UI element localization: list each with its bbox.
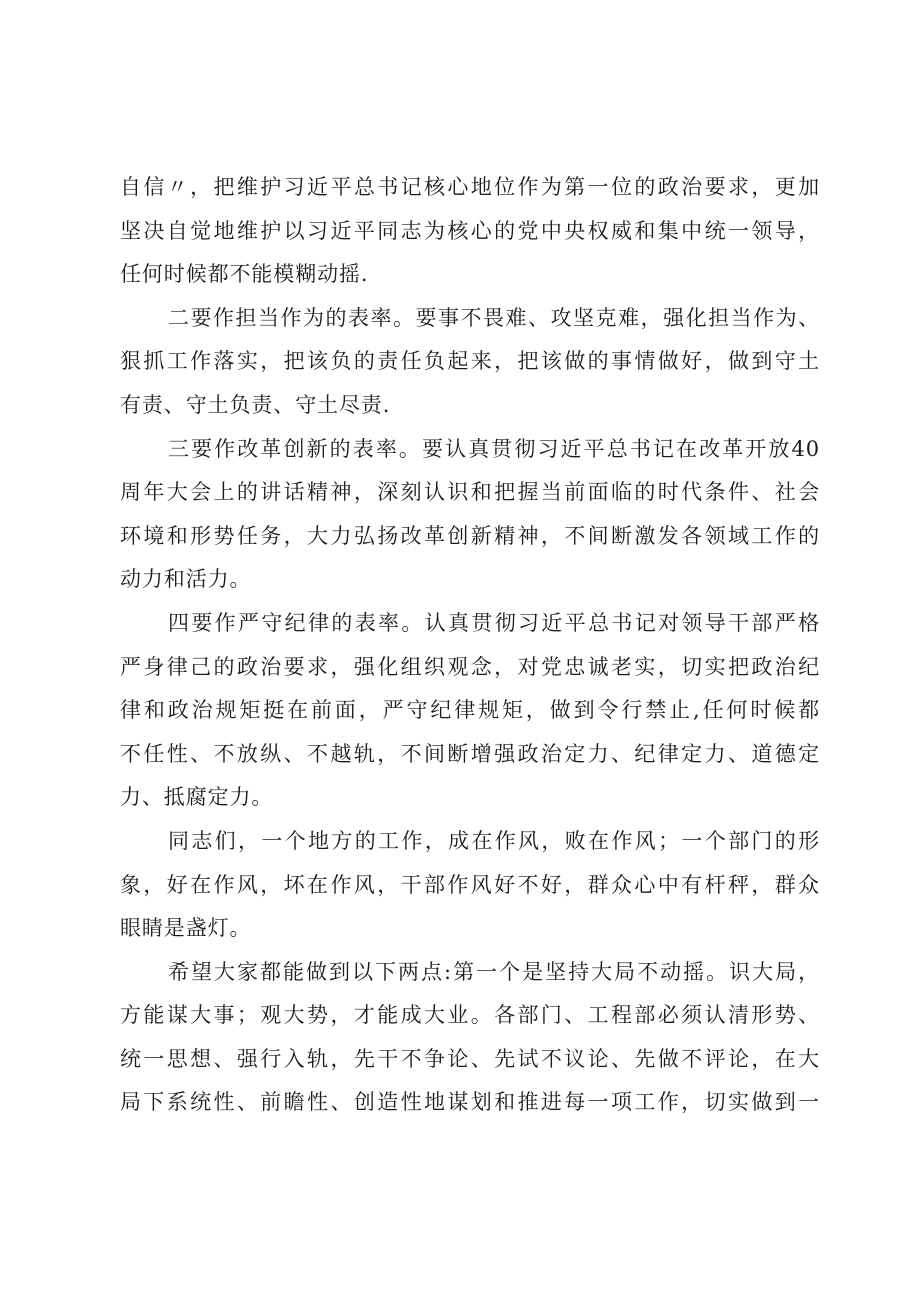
paragraph (120, 166, 820, 297)
text-line: 同志们，一个地方的工作，成在作风，败在作风；一个部门的形 (168, 828, 820, 853)
paragraph (120, 602, 820, 820)
text-line: 统一思想、强行入轨，先干不争论、先试不议论、先做不评论，在大 (120, 1046, 820, 1071)
text-line: 自信〃，把维护习近平总书记核心地位作为第一位的政治要求，更加 (120, 175, 820, 199)
text-line: 环境和形势任务，大力弘扬改革创新精神，不间断激发各领域工作的 (120, 523, 820, 548)
text-line: 周年大会上的讲话精神，深刻认识和把握当前面临的时代条件、社会 (120, 480, 820, 505)
text-line: 律和政治规矩挺在前面，严守纪律规矩，做到令行禁止,任何时候都 (120, 698, 820, 723)
text-line: 希望大家都能做到以下两点:第一个是坚持大局不动摇。识大局， (168, 959, 820, 984)
text-line: 有责、守土负责、守土尽责. (120, 392, 391, 417)
text-line: 狠抓工作落实，把该负的责任负起来，把该做的事情做好，做到守土 (120, 349, 820, 374)
text-line: 象，好在作风，坏在作风，干部作风好不好，群众心中有杆秤，群众 (120, 872, 820, 897)
text-line: 三要作改革创新的表率。要认真贯彻习近平总书记在改革开放40 (168, 436, 820, 461)
paragraph (120, 428, 820, 602)
text-line: 不任性、不放纵、不越轨，不间断增强政治定力、纪律定力、道德定 (120, 741, 820, 766)
text-line: 严身律己的政治要求，强化组织观念，对党忠诚老实，切实把政治纪 (120, 654, 820, 679)
text-line: 力、抵腐定力。 (120, 785, 274, 810)
paragraph (120, 820, 820, 951)
paragraph (120, 297, 820, 428)
text-line: 眼睛是盏灯。 (120, 916, 252, 941)
paragraph (120, 951, 820, 1125)
text-line: 坚决自觉地维护以习近平同志为核心的党中央权威和集中统一领导， (120, 218, 820, 243)
text-line: 任何时候都不能模糊动摇. (120, 262, 369, 287)
text-line: 二要作担当作为的表率。要事不畏难、攻坚克难，强化担当作为、 (168, 305, 820, 330)
text-line: 方能谋大事；观大势，才能成大业。各部门、工程部必须认清形势、 (120, 1003, 820, 1028)
text-line: 局下系统性、前瞻性、创造性地谋划和推进每一项工作，切实做到一 (120, 1090, 820, 1115)
text-line: 动力和活力。 (120, 567, 252, 592)
document-body (120, 166, 820, 1125)
text-line: 四要作严守纪律的表率。认真贯彻习近平总书记对领导干部严格 (168, 610, 820, 635)
